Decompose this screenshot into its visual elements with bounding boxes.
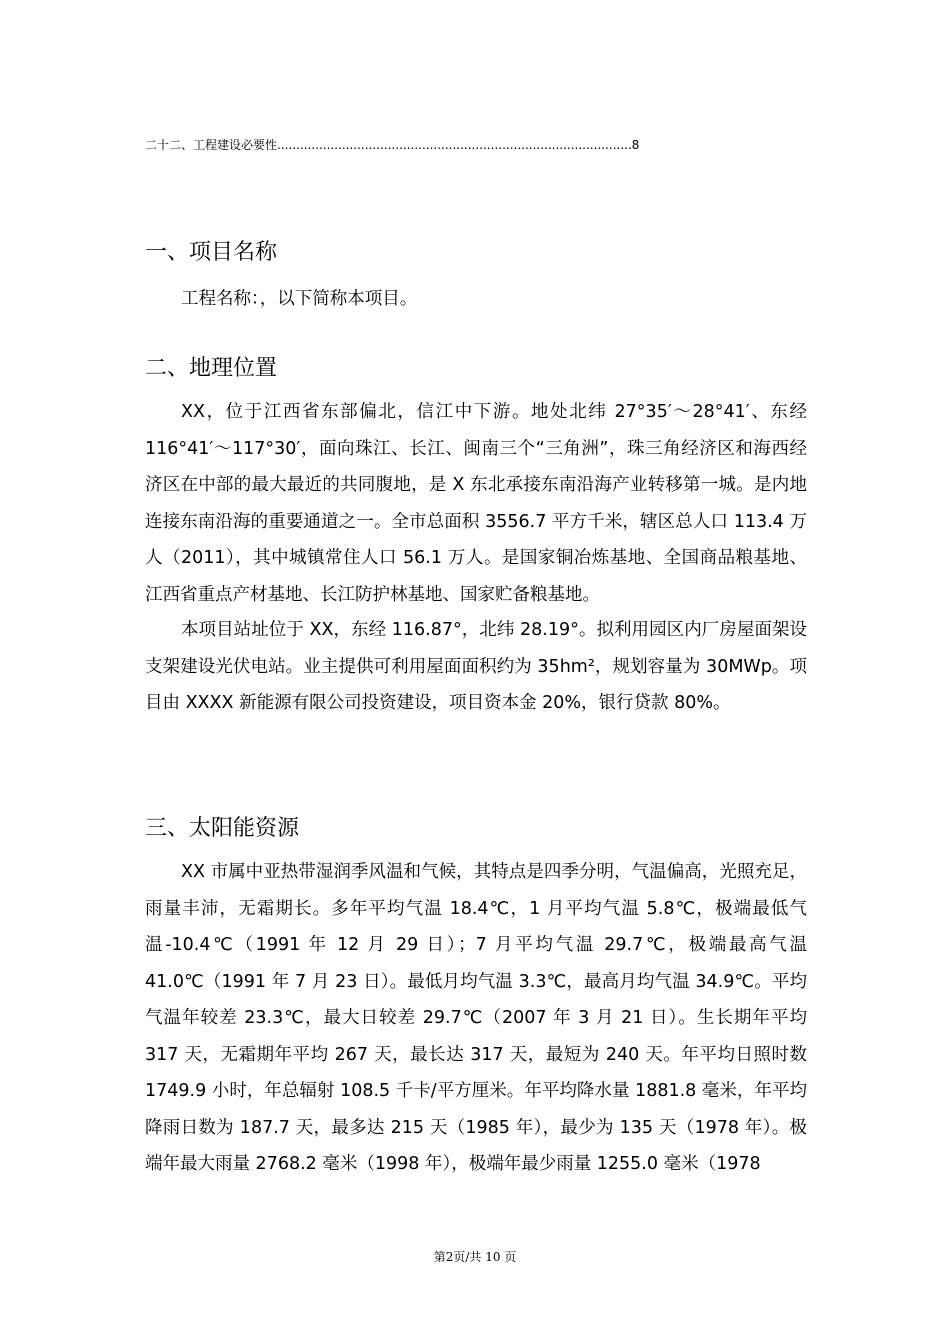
toc-entry-title: 二十二、工程建设必要性 [145, 138, 278, 152]
paragraph-project-name: 工程名称：，以下简称本项目。 [181, 289, 418, 309]
toc-entry[interactable] [145, 136, 640, 154]
section-heading-location: 二、地理位置 [145, 356, 278, 381]
section-heading-project-name: 一、项目名称 [145, 240, 278, 265]
toc-leader-dots: ............................................................................................. [277, 138, 632, 152]
paragraph-site-info: 本项目站址位于 XX，东经 116.87°，北纬 28.19°。拟利用园区内厂房屋面架设支架建设光伏电站。业主提供可利用屋面面积约为 35hm²，规划容量为 30MWp。项目由 XXXX 新能源有限公司投资建设，项目资本金 20%，银行贷款 80%。 [145, 620, 807, 713]
toc-entry-page: 8 [631, 138, 640, 152]
section-heading-solar-resource: 三、太阳能资源 [145, 816, 300, 841]
page-footer: 第2页/共 10 页 [433, 1250, 517, 1264]
paragraph-climate: XX 市属中亚热带湿润季风温和气候，其特点是四季分明，气温偏高，光照充足，雨量丰沛，无霜期长。多年平均气温 18.4℃，1 月平均气温 5.8℃，极端最低气温-10.4℃（1991 年 12 月 29 日）；7 月平均气温 29.7℃，极端最高气温 41.0℃（1991 年 7 月 23 日）。最低月均气温 3.3℃，最高月均气温 34.9℃。平均气温年较差 23.3℃，最大日较差 29.7℃（2007 年 3 月 21 日）。生长期年平均 317 天，无霜期年平均 267 天，最长达 317 天，最短为 240 天。年平均日照时数 1749.9 小时，年总辐射 108.5 千卡/平方厘米。年平均降水量 1881.8 毫米，年平均降雨日数为 187.7 天，最多达 215 天（1985 年），最少为 135 天（1978 年）。极端年最大雨量 2768.2 毫米（1998 年），极端年最少雨量 1255.0 毫米（1978 [145, 862, 807, 1174]
paragraph-location-overview: XX，位于江西省东部偏北，信江中下游。地处北纬 27°35′～28°41′、东经 116°41′～117°30′，面向珠江、长江、闽南三个“三角洲”，珠三角经济区和海西经济区在中部的最大最近的共同腹地，是 X 东北承接东南沿海产业转移第一城。是内地连接东南沿海的重要通道之一。全市总面积 3556.7 平方千米，辖区总人口 113.4 万人（2011），其中城镇常住人口 56.1 万人。是国家铜冶炼基地、全国商品粮基地、江西省重点产材基地、长江防护林基地、国家贮备粮基地。 [145, 402, 807, 605]
